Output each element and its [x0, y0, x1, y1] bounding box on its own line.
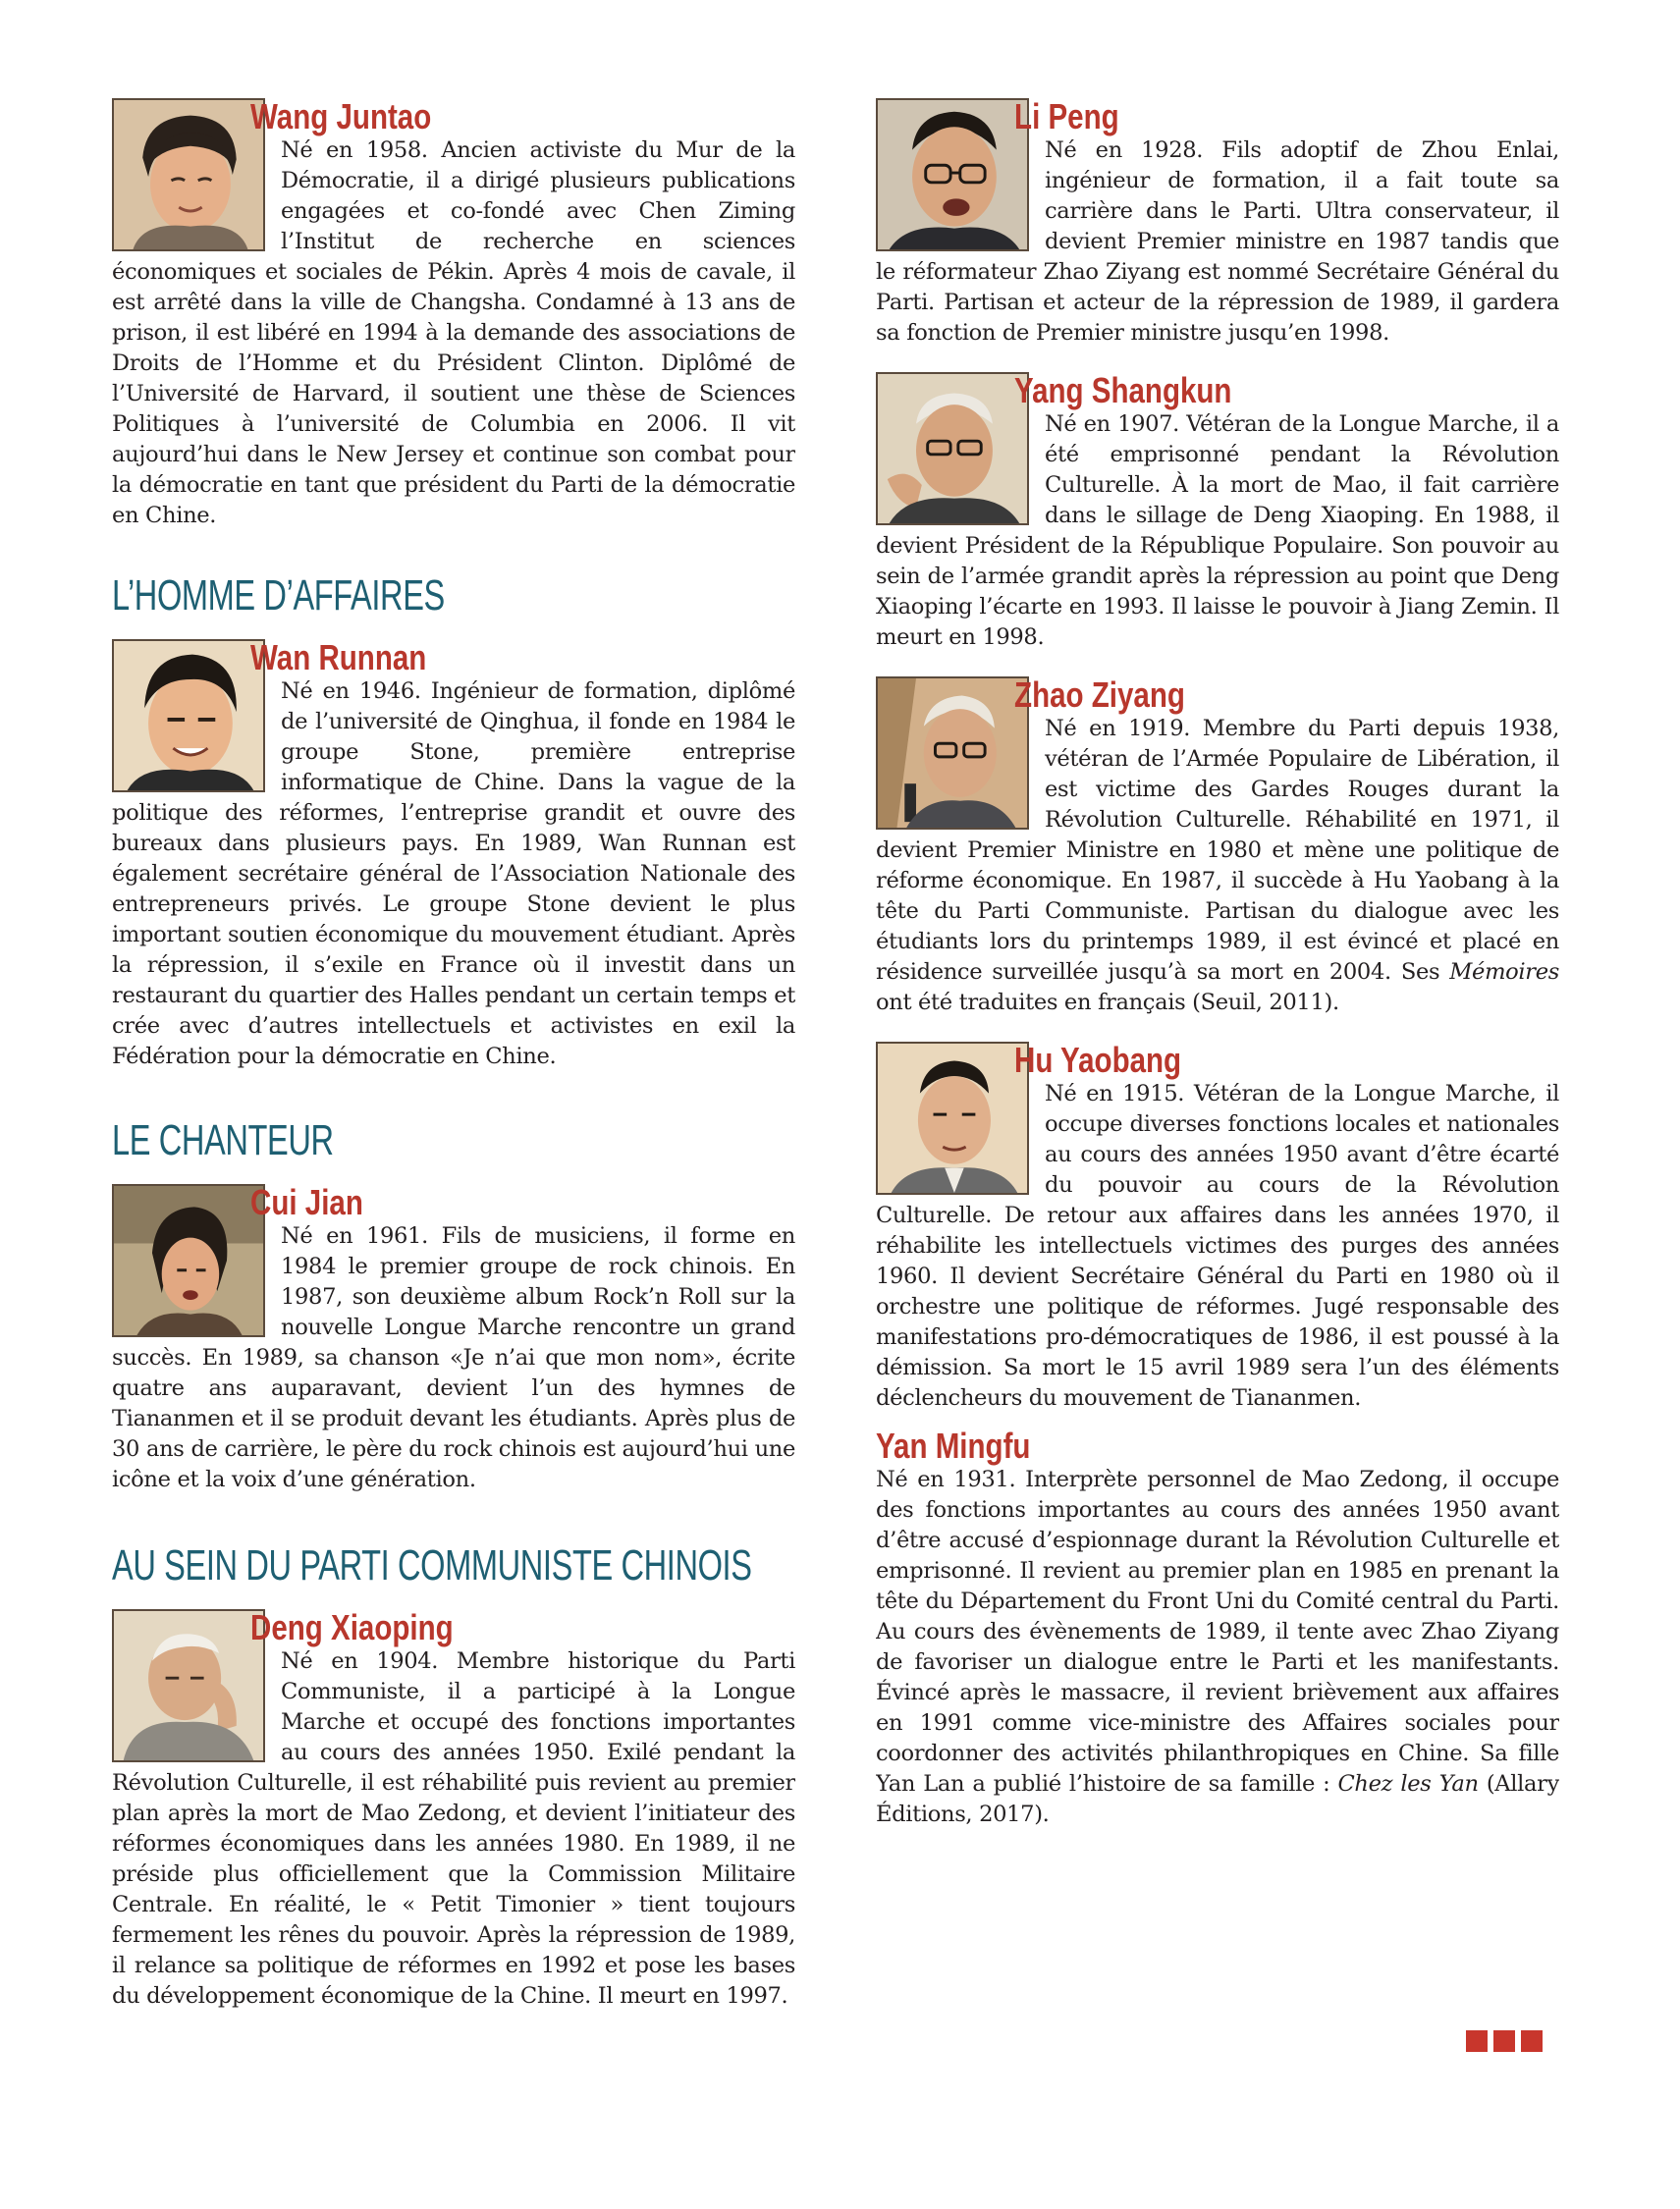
- bio-yang-shangkun: [876, 372, 1559, 653]
- section-title-party: AU SEIN DU PARTI COMMUNISTE CHINOIS: [112, 1541, 752, 1589]
- name-li-peng: Li Peng: [1014, 98, 1119, 136]
- text-zhao-ziyang-start: Né en 1919. Membre du Parti depuis 1938, vétéran de l’Armée Populaire de Libération, il est victime des Gardes Rouges durant la Révolution Culturelle. Réhabilité en 1971, il devient Premier Ministre en 1980 et mène une politique de réforme économique. En 1987, il succède à Hu Yaobang à la tête du Parti Communiste. Partisan du dialogue avec les étudiants lors du printemps 1989, il est évincé et placé en résidence surveillée jusqu’à sa mort en 2004. Ses: [876, 716, 1559, 985]
- section-title-singer: LE CHANTEUR: [112, 1116, 334, 1164]
- text-wan-runnan: Né en 1946. Ingénieur de formation, diplômé de l’université de Qinghua, il fonde en 1984 le groupe Stone, première entreprise informatique de Chine. Dans la vague de la politique des réformes, l’entreprise grandit et ouvre des bureaux dans plusieurs pays. En 1989, Wan Runnan est également secrétaire général de l’Association Nationale des entrepreneurs privés. Le groupe Stone devient le plus important soutien économique du mouvement étudiant. Après la répression, il s’exile en France où il investit dans un restaurant du quartier des Halles pendant un certain temps et crée avec d’autres intellectuels et activistes en exil la Fédération pour la démocratie en Chine.: [112, 678, 795, 1069]
- end-of-page-marks: [1466, 2030, 1543, 2052]
- bio-yan-mingfu: [876, 1428, 1559, 1830]
- bio-wang-juntao: [112, 98, 795, 531]
- left-column: [112, 98, 795, 2012]
- text-yang-shangkun: Né en 1907. Vétéran de la Longue Marche, il a été emprisonné pendant la Révolution Culturelle. À la mort de Mao, il fait carrière dans le sillage de Deng Xiaoping. En 1988, il devient Président de la République Populaire. Son pouvoir au sein de l’armée grandit après la répression au point que Deng Xiaoping l’écarte en 1993. Il laisse le pouvoir à Jiang Zemin. Il meurt en 1998.: [876, 411, 1559, 650]
- bio-cui-jian: [112, 1184, 795, 1495]
- end-mark-square: [1466, 2030, 1488, 2052]
- text-wang-juntao: Né en 1958. Ancien activiste du Mur de la Démocratie, il a dirigé plusieurs publications engagées et co-fondé avec Chen Ziming l’Institut de recherche en sciences économiques et sociales de Pékin. Après 4 mois de cavale, il est arrêté dans la ville de Changsha. Condamné à 13 ans de prison, il est libéré en 1994 à la demande des associations de Droits de l’Homme et du Président Clinton. Diplômé de l’Université de Harvard, il soutient une thèse de Sciences Politiques à l’université de Columbia en 2006. Il vit aujourd’hui dans le New Jersey et continue son combat pour la démocratie en tant que président du Parti de la démocratie en Chine.: [112, 137, 795, 528]
- right-column: [876, 98, 1559, 1830]
- name-zhao-ziyang: Zhao Ziyang: [1014, 676, 1185, 715]
- name-wan-runnan: Wan Runnan: [250, 639, 427, 677]
- name-deng-xiaoping: Deng Xiaoping: [250, 1609, 454, 1647]
- text-hu-yaobang: Né en 1915. Vétéran de la Longue Marche, il occupe diverses fonctions locales et nationales au cours des années 1950 avant d’être écarté du pouvoir au cours de la Révolution Culturelle. De retour aux affaires dans les années 1970, il réhabilite les intellectuels victimes des purges des années 1960. Il devient Secrétaire Général du Parti en 1980 où il orchestre une politique de réformes. Jugé responsable des manifestations pro-démocratiques de 1986, il est poussé à la démission. Sa mort le 15 avril 1989 sera l’un des éléments déclencheurs du mouvement de Tiananmen.: [876, 1081, 1559, 1411]
- text-yan-mingfu: [876, 1465, 1559, 1830]
- end-mark-square: [1493, 2030, 1515, 2052]
- text-zhao-ziyang-italic: Mémoires: [1449, 959, 1559, 985]
- text-yan-mingfu-start: Né en 1931. Interprète personnel de Mao Zedong, il occupe des fonctions importantes au cours des années 1950 avant d’être accusé d’espionnage durant la Révolution Culturelle et emprisonné. Il revient au premier plan en 1985 en prenant la tête du Département du Front Uni du Comité central du Parti. Au cours des évènements de 1989, il tente avec Zhao Ziyang de favoriser un dialogue entre le Parti et les manifestants. Évincé après le massacre, il revient brièvement aux affaires en 1991 comme vice-ministre des Affaires sociales pour coordonner des activités philanthropiques en Chine. Sa fille Yan Lan a publié l’histoire de sa famille :: [876, 1467, 1559, 1797]
- name-cui-jian: Cui Jian: [250, 1184, 363, 1222]
- text-cui-jian: Né en 1961. Fils de musiciens, il forme en 1984 le premier groupe de rock chinois. En 1987, son deuxième album Rock’n Roll sur la nouvelle Longue Marche rencontre un grand succès. En 1989, sa chanson «Je n’ai que mon nom», écrite quatre ans auparavant, devient l’un des hymnes de Tiananmen et il se produit devant les étudiants. Après plus de 30 ans de carrière, le père du rock chinois est aujourd’hui une icône et la voix d’une génération.: [112, 1223, 795, 1492]
- bio-hu-yaobang: [876, 1042, 1559, 1414]
- text-yan-mingfu-end: (Allary Éditions, 2017).: [876, 1771, 1559, 1827]
- text-yan-mingfu-italic: Chez les Yan: [1337, 1771, 1479, 1797]
- section-title-business: L’HOMME D’AFFAIRES: [112, 571, 445, 620]
- name-yang-shangkun: Yang Shangkun: [1014, 372, 1232, 410]
- name-yan-mingfu: Yan Mingfu: [876, 1428, 1031, 1466]
- end-mark-square: [1521, 2030, 1543, 2052]
- text-zhao-ziyang-end: ont été traduites en français (Seuil, 2011).: [876, 990, 1339, 1015]
- bio-wan-runnan: [112, 639, 795, 1072]
- name-wang-juntao: Wang Juntao: [250, 98, 432, 136]
- text-li-peng: Né en 1928. Fils adoptif de Zhou Enlai, ingénieur de formation, il a fait toute sa carrière dans le Parti. Ultra conservateur, il devient Premier ministre en 1987 tandis que le réformateur Zhao Ziyang est nommé Secrétaire Général du Parti. Partisan et acteur de la répression de 1989, il gardera sa fonction de Premier ministre jusqu’en 1998.: [876, 137, 1559, 346]
- text-deng-xiaoping: Né en 1904. Membre historique du Parti Communiste, il a participé à la Longue Marche et occupé des fonctions importantes au cours des années 1950. Exilé pendant la Révolution Culturelle, il est réhabilité puis revient au premier plan après la mort de Mao Zedong, et devient l’initiateur des réformes économiques dans les années 1980. En 1989, il ne préside plus officiellement que la Commission Militaire Centrale. En réalité, le « Petit Timonier » tient toujours fermement les rênes du pouvoir. Après la répression de 1989, il relance sa politique de réformes en 1992 et pose les bases du développement économique de la Chine. Il meurt en 1997.: [112, 1648, 795, 2009]
- bio-deng-xiaoping: [112, 1609, 795, 2012]
- bio-li-peng: [876, 98, 1559, 349]
- name-hu-yaobang: Hu Yaobang: [1014, 1042, 1182, 1080]
- bio-zhao-ziyang: [876, 676, 1559, 1018]
